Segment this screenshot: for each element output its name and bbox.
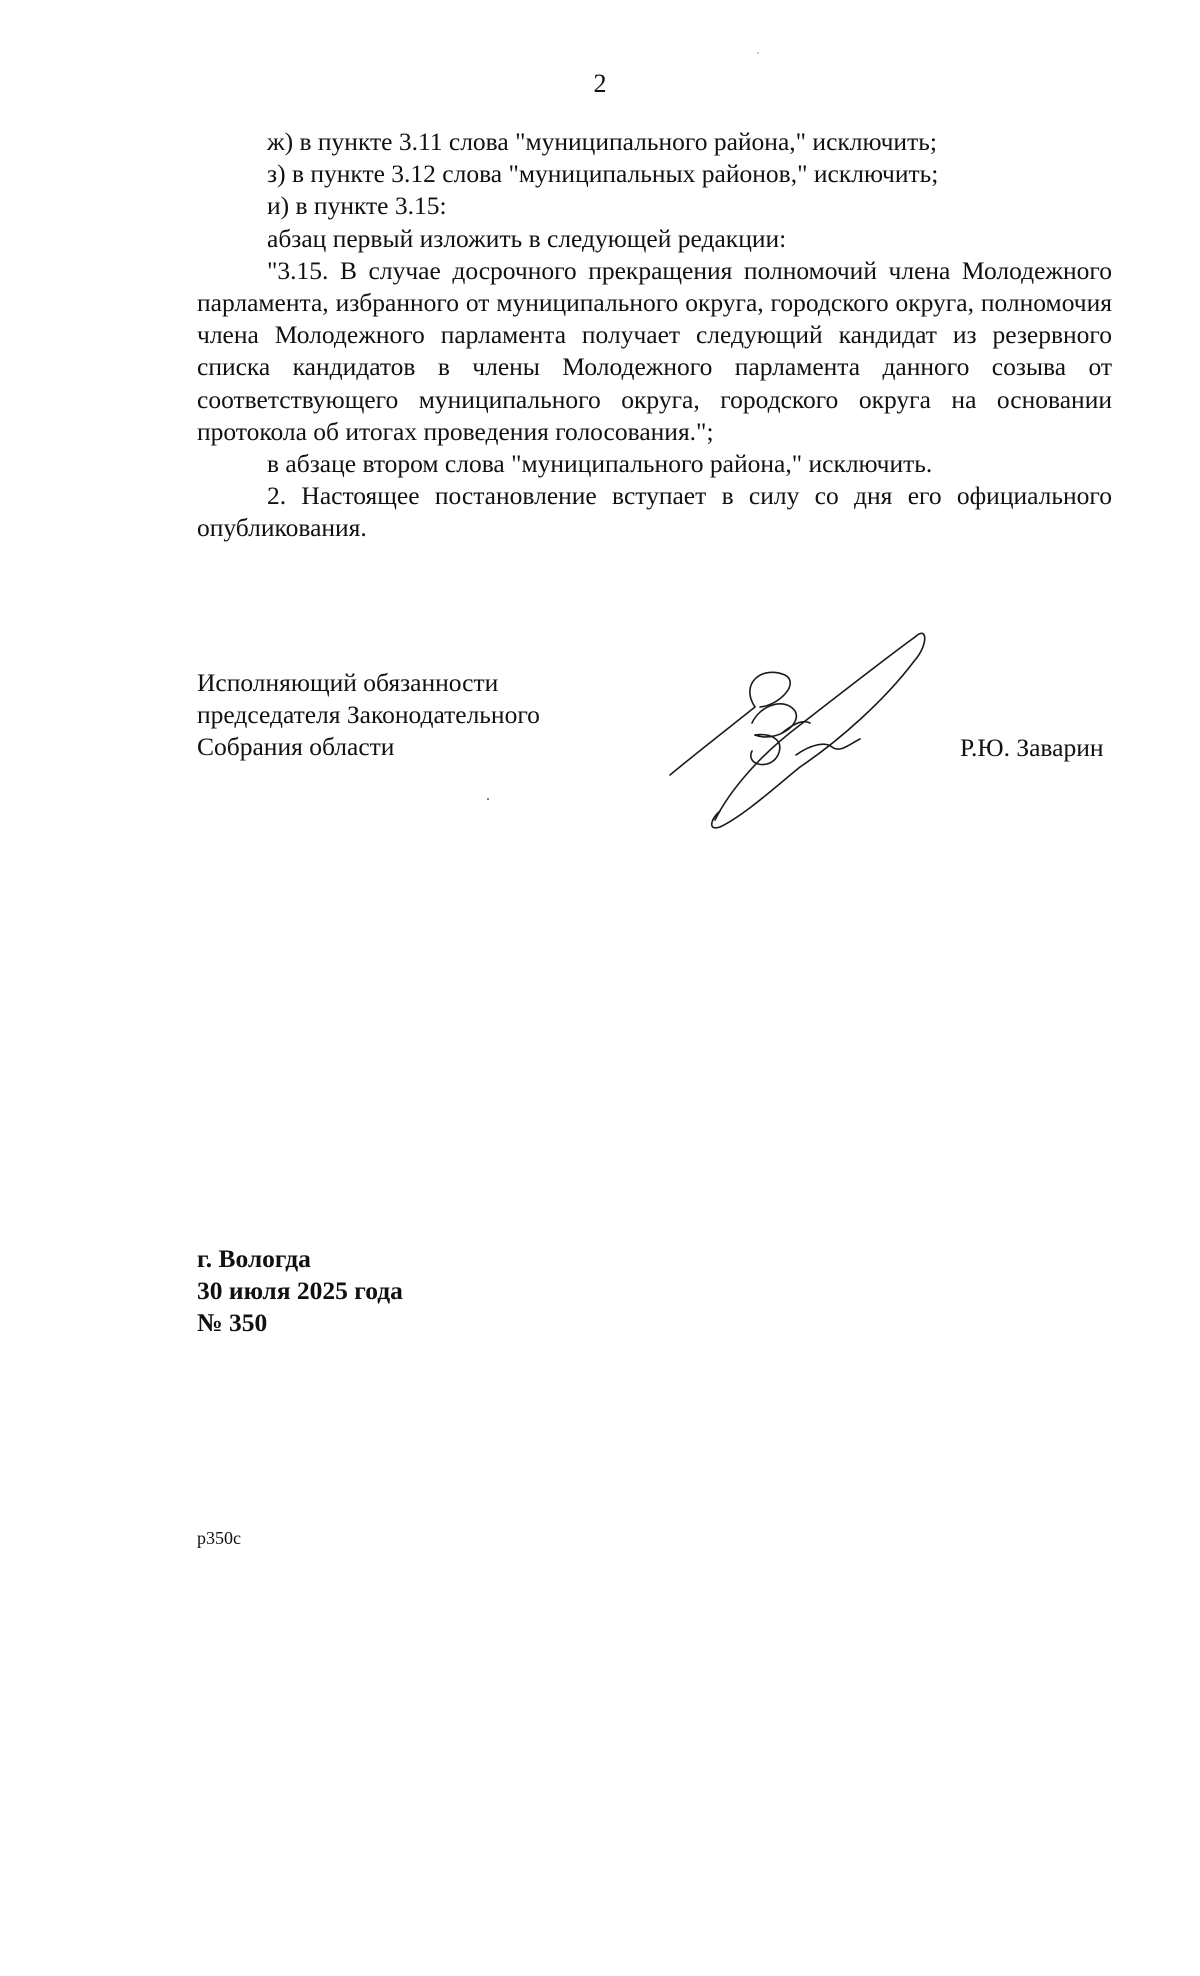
signatory-title (197, 667, 540, 763)
paragraph-new-edition-3-15: "3.15. В случае досрочного прекращения полномочий члена Молодежного парламента, избранного от муниципального округа, городского округа, полномочия члена Молодежного парламента получает следующий кандидат из резервного списка кандидатов в члены Молодежного парламента данного созыва от соответствующего муниципального округа, городского округа на основании протокола об итогах проведения голосования."; (197, 255, 1112, 446)
handwritten-signature (660, 615, 970, 830)
date-label: 30 июля 2025 года (197, 1276, 403, 1305)
paragraph-item-i: и) в пункте 3.15: (267, 191, 447, 221)
document-number: № 350 (197, 1308, 268, 1337)
city-label: г. Вологда (197, 1244, 311, 1273)
scan-speck (757, 52, 759, 54)
paragraph-first-abzats: абзац первый изложить в следующей редакции: (267, 223, 787, 253)
signatory-name: Р.Ю. Заварин (960, 733, 1104, 762)
paragraph-second-abzats: в абзаце втором слова "муниципального района," исключить. (267, 449, 933, 479)
place-date-block (197, 1243, 403, 1339)
signatory-title-line: Исполняющий обязанности (197, 668, 499, 697)
signatory-title-line: председателя Законодательного (197, 700, 540, 729)
paragraph-item-zh: ж) в пункте 3.11 слова "муниципального района," исключить; (267, 127, 937, 156)
signatory-title-line: Собрания области (197, 732, 395, 761)
paragraph-item-z: з) в пункте 3.12 слова "муниципальных районов," исключить; (267, 159, 939, 189)
document-body (197, 126, 1112, 545)
document-code: p350c (197, 1528, 241, 1548)
page-number: 2 (593, 69, 607, 98)
paragraph-entry-into-force: 2. Настоящее постановление вступает в силу со дня его официального опубликования. (197, 481, 1112, 543)
scan-speck (487, 798, 489, 800)
